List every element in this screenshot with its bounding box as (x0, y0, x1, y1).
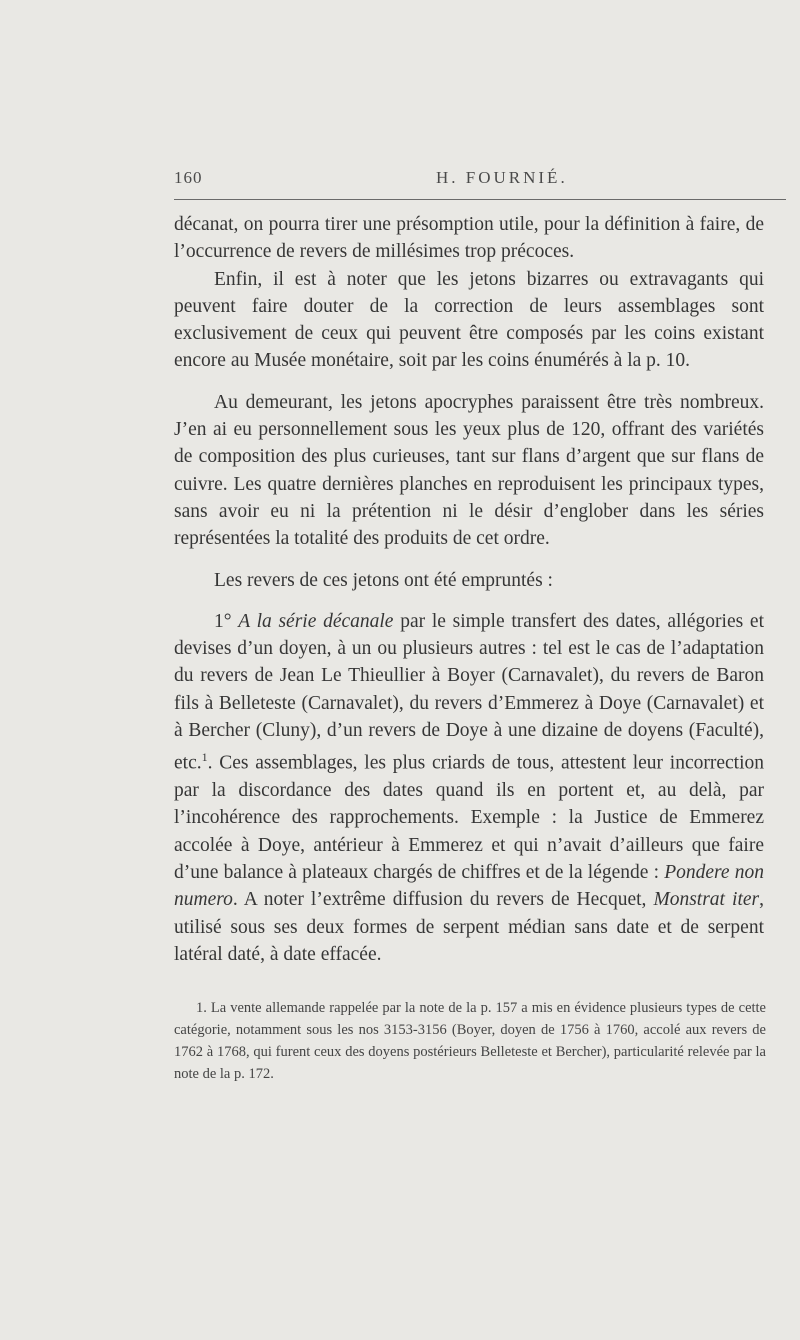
running-head: H. FOURNIÉ. (436, 168, 568, 187)
text-run: , utilisé sous ses deux formes de serpent médian sans date et de serpent latéral daté, à date effacée. (174, 889, 764, 965)
paragraph: décanat, on pourra tirer une présomption utile, pour la définition à faire, de l’occurrence de revers de millésimes trop précoces. (174, 214, 764, 263)
paragraph-enumeration (174, 608, 764, 968)
paragraph: Au demeurant, les jetons apocryphes paraissent être très nombreux. J’en ai eu personnellement sous les yeux plus de 120, offrant des variétés de composition des plus curieuses, tant sur flans d’argent que sur flans de cuivre. Les quatre dernières planches en reproduisent les principaux types, sans avoir eu ni la prétention ni le désir d’englober dans les séries représentées la totalité des produits de cet ordre. (174, 391, 764, 550)
list-marker: 1° (214, 610, 239, 632)
paragraph: Enfin, il est à noter que les jetons bizarres ou extravagants qui peuvent faire douter de la correction de leurs assemblages sont exclusivement de ceux qui peuvent être composés par les coins existant encore au Musée monétaire, soit par les coins énumérés à la p. 10. (174, 268, 764, 372)
footnotes (174, 997, 766, 1085)
main-text (174, 211, 764, 968)
italic-phrase: A la série décanale (238, 610, 394, 632)
text-run: . Ces assemblages, les plus criards de tous, attestent leur incorrection par la discordance des dates quand ils en portent et, au delà, par l’incohérence des rapprochements. Exemple : la Justice de Emmerez accolée à Doye, antérieur à Emmerez et qui n’avait d’ailleurs que faire d’une balance à plateaux chargés de chiffres et de la légende : (174, 752, 764, 884)
header-rule (174, 199, 786, 200)
italic-phrase: Monstrat iter (653, 889, 760, 911)
italic-phrase: Pondere non numero (174, 862, 764, 911)
page-number: 160 (174, 168, 203, 187)
text-run: par le simple transfert des dates, allégories et devises d’un doyen, à un ou plusieurs autres : tel est le cas de l’adaptation du revers de Jean Le Thieullier à Boyer (Carnavalet), du revers de Baron fils à Belleteste (Carnavalet), du revers d’Emmerez à Doye (Carnavalet) et à Bercher (Cluny), d’un revers de Doye à une dizaine de doyens (Faculté), etc. (174, 610, 764, 774)
footnote-ref: 1 (201, 750, 208, 765)
page-header (174, 168, 786, 192)
paragraph: Les revers de ces jetons ont été empruntés : (214, 569, 553, 591)
text-run: . A noter l’extrême diffusion du revers de Hecquet, (232, 889, 654, 911)
footnote: 1. La vente allemande rappelée par la note de la p. 157 a mis en évidence plusieurs types de cette catégorie, notamment sous les nos 3153-3156 (Boyer, doyen de 1756 à 1760, accolé aux revers de 1762 à 1768, qui furent ceux des doyens postérieurs Belleteste et Bercher), particularité relevée par la note de la p. 172. (174, 1000, 766, 1082)
